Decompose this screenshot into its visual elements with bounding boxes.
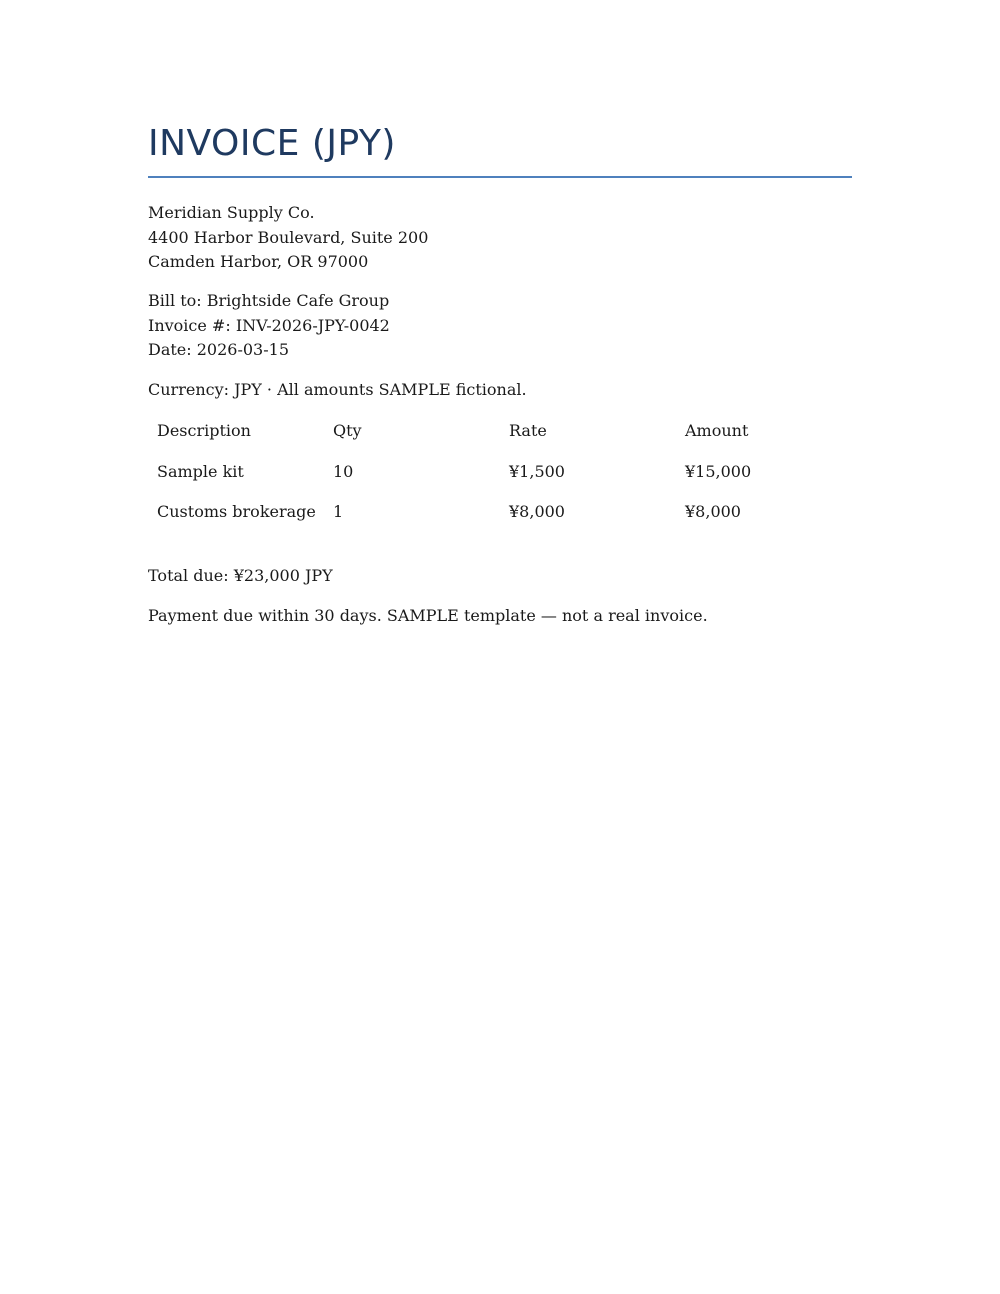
- line-items-table: [148, 411, 852, 533]
- header-qty: Qty: [333, 421, 362, 440]
- item-amount: ¥15,000: [685, 461, 752, 481]
- currency-note: Currency: JPY · All amounts SAMPLE fictional.: [148, 380, 527, 399]
- invoice-date: Date: 2026-03-15: [148, 340, 289, 359]
- seller-address-block: [148, 201, 428, 275]
- total-due: Total due: ¥23,000 JPY: [148, 566, 333, 585]
- invoice-title: INVOICE (JPY): [148, 123, 396, 164]
- bill-to: Bill to: Brightside Cafe Group: [148, 291, 390, 310]
- table-row: [148, 452, 852, 493]
- header-rate: Rate: [509, 421, 547, 440]
- item-description: Sample kit: [157, 461, 244, 481]
- title-divider: [148, 176, 852, 178]
- payment-terms-note: Payment due within 30 days. SAMPLE template — not a real invoice.: [148, 606, 708, 625]
- header-description: Description: [157, 421, 251, 440]
- item-qty: 10: [333, 461, 354, 481]
- seller-address-line2: Camden Harbor, OR 97000: [148, 252, 369, 271]
- billing-details-block: [148, 289, 390, 363]
- item-qty: 1: [333, 502, 344, 521]
- table-row: [148, 492, 852, 533]
- item-rate: ¥1,500: [509, 461, 565, 481]
- invoice-number: Invoice #: INV-2026-JPY-0042: [148, 315, 390, 335]
- item-description: Customs brokerage: [157, 502, 316, 521]
- header-amount: Amount: [685, 421, 749, 440]
- seller-address-line1: 4400 Harbor Boulevard, Suite 200: [148, 227, 429, 247]
- item-rate: ¥8,000: [509, 502, 565, 521]
- seller-name: Meridian Supply Co.: [148, 203, 315, 222]
- item-amount: ¥8,000: [685, 502, 741, 521]
- table-header-row: [148, 411, 852, 452]
